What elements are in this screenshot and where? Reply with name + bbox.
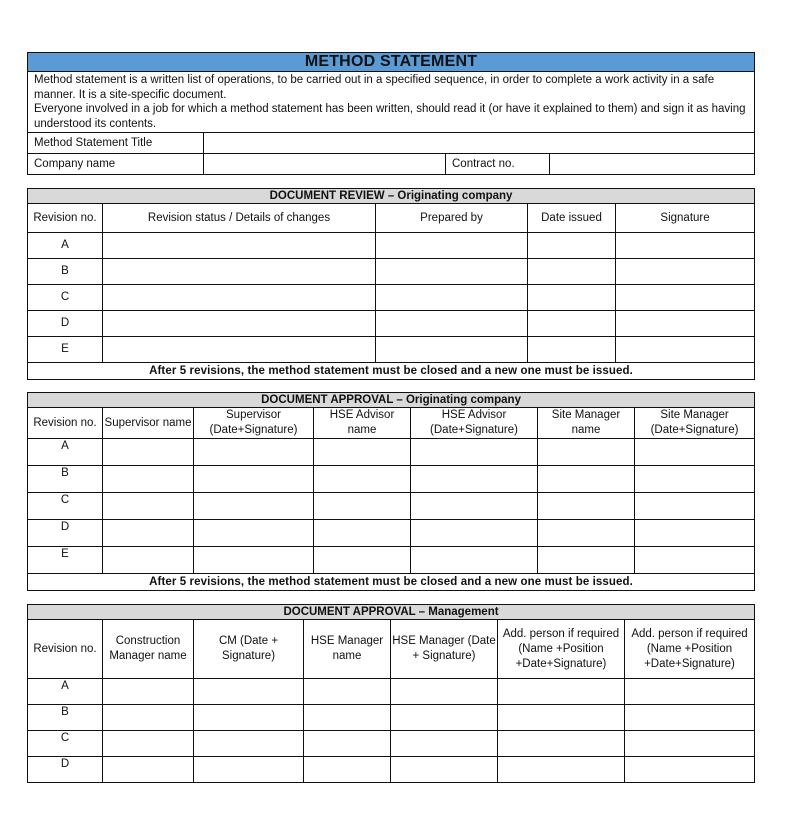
form-cell[interactable] [498,757,625,783]
column-header: Add. person if required (Name +Position +Date+Signature) [498,620,625,679]
table-row [28,679,755,705]
form-cell[interactable] [103,757,194,783]
form-cell[interactable] [314,439,411,466]
column-header: Revision no. [28,620,103,679]
form-cell[interactable] [625,731,755,757]
table-row [28,466,755,493]
form-cell[interactable] [194,757,304,783]
form-cell[interactable] [411,520,538,547]
approval-management-heading: DOCUMENT APPROVAL – Management [28,605,755,620]
form-cell[interactable] [528,337,616,363]
column-header: Revision status / Details of changes [103,204,376,233]
revision-label: B [28,466,103,493]
form-cell[interactable] [635,547,755,574]
table-row [28,757,755,783]
form-cell[interactable] [635,520,755,547]
table-row [28,259,755,285]
form-cell[interactable] [304,731,391,757]
column-header: Add. person if required (Name +Position +Date+Signature) [625,620,755,679]
column-header: Prepared by [376,204,528,233]
revision-label: D [28,520,103,547]
form-cell[interactable] [194,520,314,547]
table-row [28,337,755,363]
form-cell[interactable] [391,679,498,705]
form-cell[interactable] [625,679,755,705]
form-cell[interactable] [616,259,755,285]
column-header: Revision no. [28,408,103,439]
contract-no-field[interactable] [550,154,755,175]
document-review-table [27,188,755,380]
form-cell[interactable] [103,439,194,466]
revision-label: C [28,731,103,757]
form-cell[interactable] [625,757,755,783]
company-name-label: Company name [28,154,204,175]
column-header: Supervisor name [103,408,194,439]
form-cell[interactable] [314,466,411,493]
company-name-field[interactable] [204,154,446,175]
form-cell[interactable] [314,493,411,520]
column-header: HSE Manager name [304,620,391,679]
form-cell[interactable] [194,547,314,574]
column-header: Site Manager (Date+Signature) [635,408,755,439]
revision-note: After 5 revisions, the method statement must be closed and a new one must be issued. [28,363,755,380]
form-cell[interactable] [194,705,304,731]
revision-label: B [28,259,103,285]
method-statement-title-label: Method Statement Title [28,133,204,154]
form-cell[interactable] [103,493,194,520]
form-cell[interactable] [498,705,625,731]
form-cell[interactable] [528,233,616,259]
document-approval-originating-table [27,392,755,591]
form-cell[interactable] [616,337,755,363]
form-cell[interactable] [498,679,625,705]
form-cell[interactable] [376,311,528,337]
form-cell[interactable] [528,311,616,337]
form-cell[interactable] [304,679,391,705]
form-cell[interactable] [538,466,635,493]
form-cell[interactable] [376,233,528,259]
form-cell[interactable] [194,731,304,757]
form-cell[interactable] [538,547,635,574]
form-cell[interactable] [376,285,528,311]
document-approval-management-table [27,604,755,783]
form-cell[interactable] [103,547,194,574]
form-cell[interactable] [103,233,376,259]
revision-label: E [28,337,103,363]
form-cell[interactable] [391,731,498,757]
approval-originating-heading: DOCUMENT APPROVAL – Originating company [28,393,755,408]
intro-line-1: Method statement is a written list of operations, to be carried out in a specified sequence, in order to complete a work activity in a safe manner. It is a site-specific document. [34,74,715,101]
column-header: Signature [616,204,755,233]
form-cell[interactable] [194,466,314,493]
form-cell[interactable] [411,439,538,466]
revision-label: B [28,705,103,731]
revision-label: C [28,493,103,520]
form-cell[interactable] [103,705,194,731]
page-title: METHOD STATEMENT [28,53,755,72]
revision-label: E [28,547,103,574]
form-cell[interactable] [538,520,635,547]
method-statement-title-field[interactable] [204,133,755,154]
table-row [28,311,755,337]
form-cell[interactable] [103,285,376,311]
table-row [28,285,755,311]
column-header: Construction Manager name [103,620,194,679]
document-review-heading: DOCUMENT REVIEW – Originating company [28,189,755,204]
form-cell[interactable] [538,493,635,520]
form-cell[interactable] [376,259,528,285]
revision-label: D [28,757,103,783]
form-cell[interactable] [103,259,376,285]
form-cell[interactable] [304,705,391,731]
revision-label: C [28,285,103,311]
table-row [28,731,755,757]
form-cell[interactable] [391,705,498,731]
form-cell[interactable] [103,520,194,547]
form-cell[interactable] [194,493,314,520]
column-header: HSE Manager (Date + Signature) [391,620,498,679]
form-cell[interactable] [103,466,194,493]
form-cell[interactable] [194,679,304,705]
form-cell[interactable] [528,285,616,311]
form-cell[interactable] [635,466,755,493]
table-row [28,520,755,547]
column-header: HSE Advisor (Date+Signature) [411,408,538,439]
header-table [27,52,755,175]
method-statement-form [27,52,754,783]
table-row [28,547,755,574]
form-cell[interactable] [411,493,538,520]
form-cell[interactable] [314,520,411,547]
column-header: CM (Date + Signature) [194,620,304,679]
form-cell[interactable] [103,679,194,705]
form-cell[interactable] [498,731,625,757]
column-header: Supervisor (Date+Signature) [194,408,314,439]
form-cell[interactable] [635,493,755,520]
form-cell[interactable] [616,285,755,311]
form-cell[interactable] [304,757,391,783]
form-cell[interactable] [103,731,194,757]
column-header: Date issued [528,204,616,233]
form-cell[interactable] [528,259,616,285]
form-cell[interactable] [411,466,538,493]
column-header: Revision no. [28,204,103,233]
form-cell[interactable] [103,311,376,337]
table-row [28,439,755,466]
contract-no-label: Contract no. [446,154,550,175]
form-cell[interactable] [616,311,755,337]
form-cell[interactable] [635,439,755,466]
revision-note: After 5 revisions, the method statement must be closed and a new one must be issued. [28,574,755,591]
table-row [28,493,755,520]
form-cell[interactable] [538,439,635,466]
form-cell[interactable] [376,337,528,363]
intro-text [28,72,755,133]
table-row [28,705,755,731]
form-cell[interactable] [616,233,755,259]
form-cell[interactable] [411,547,538,574]
revision-label: A [28,439,103,466]
form-cell[interactable] [314,547,411,574]
column-header: HSE Advisor name [314,408,411,439]
form-cell[interactable] [625,705,755,731]
revision-label: A [28,233,103,259]
form-cell[interactable] [103,337,376,363]
revision-label: D [28,311,103,337]
intro-line-2: Everyone involved in a job for which a method statement has been written, should read it (or have it explained to them) and sign it as having understood its contents. [34,103,746,130]
revision-label: A [28,679,103,705]
table-row [28,233,755,259]
form-cell[interactable] [391,757,498,783]
column-header: Site Manager name [538,408,635,439]
form-cell[interactable] [194,439,314,466]
